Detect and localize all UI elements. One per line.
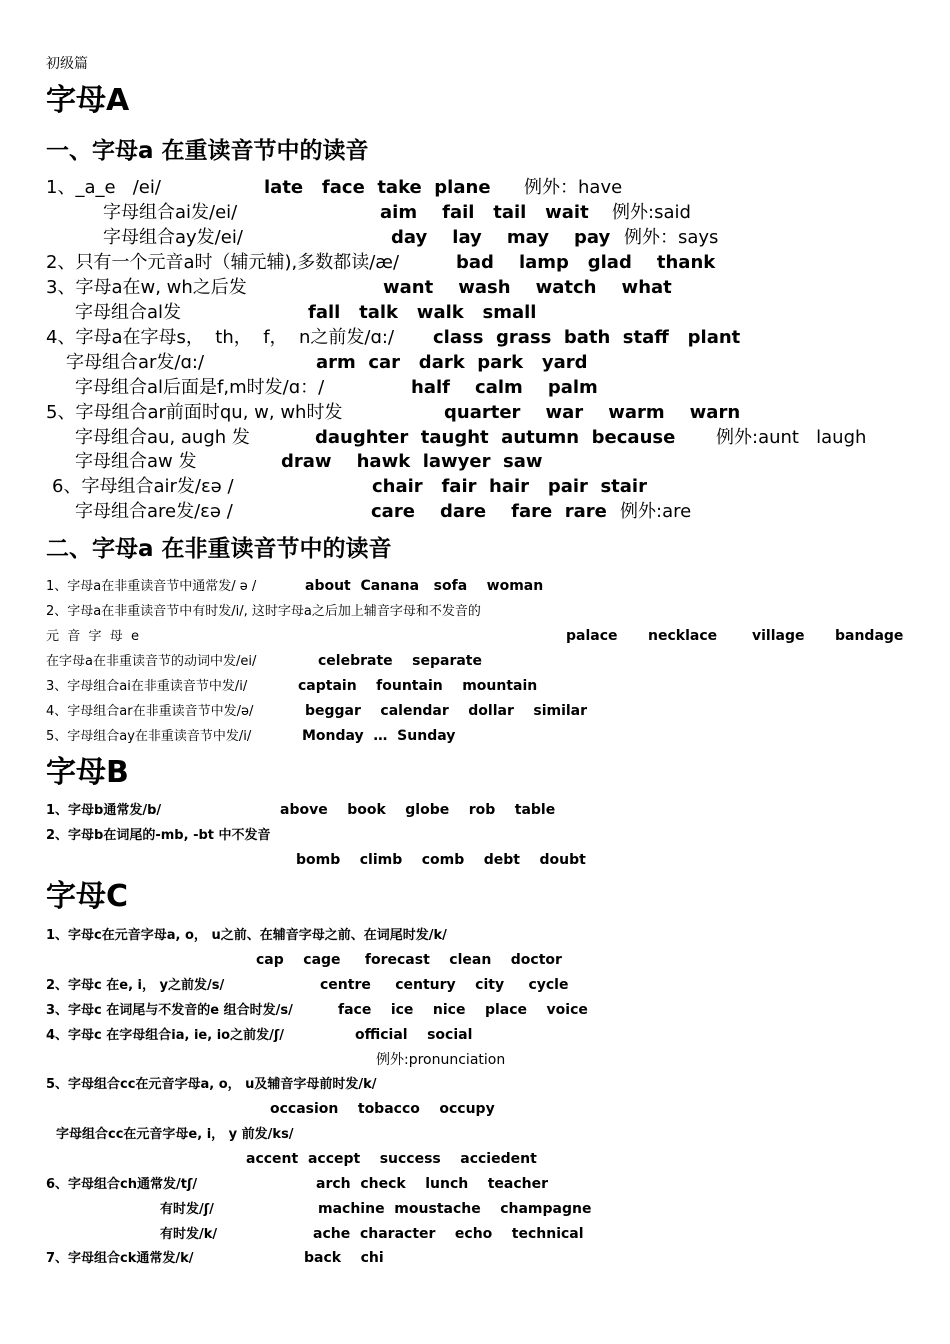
rule-label: 字母组合al发	[75, 302, 182, 323]
example-words: arm car dark park yard	[316, 352, 588, 373]
rule-label: 有时发/ʃ/	[160, 1202, 214, 1217]
example-words: official social	[355, 1027, 473, 1043]
rule-label: 字母组合are发/εə /	[75, 501, 233, 522]
exception-note: 例外：have	[524, 177, 623, 198]
rule-label: 3、字母c 在词尾与不发音的e 组合时发/s/	[46, 1003, 293, 1018]
rule-label: 字母组合cc在元音字母e, i， y 前发/ks/	[56, 1127, 294, 1142]
rule-label: 在字母a在非重读音节的动词中发/ei/	[46, 654, 257, 669]
example-words: chair fair hair pair stair	[372, 476, 647, 497]
title-letter-a: 字母A	[46, 83, 130, 118]
title-letter-b: 字母B	[46, 755, 129, 790]
rule-label: 3、字母a在w, wh之后发	[46, 277, 247, 298]
example-words: bad lamp glad thank	[456, 252, 716, 273]
rule-label: 2、字母c 在e, i， y之前发/s/	[46, 978, 225, 993]
example-word: palace	[566, 628, 618, 644]
example-words: fall talk walk small	[308, 302, 537, 323]
example-words: arch check lunch teacher	[316, 1176, 549, 1192]
heading-stressed: 一、字母a 在重读音节中的读音	[46, 138, 369, 164]
rule-label: 元 音 字 母 e	[46, 629, 140, 644]
rule-label: 2、字母a在非重读音节中有时发/i/, 这时字母a之后加上辅音字母和不发音的	[46, 604, 481, 619]
example-words: above book globe rob table	[280, 802, 556, 818]
rule-label: 字母组合al后面是f,m时发/ɑ：/	[75, 377, 325, 398]
rule-label: 7、字母组合ck通常发/k/	[46, 1251, 194, 1266]
example-words: beggar calendar dollar similar	[305, 703, 588, 719]
rule-label: 6、字母组合air发/εə /	[52, 476, 234, 497]
example-words: captain fountain mountain	[298, 678, 538, 694]
rule-label: 5、字母组合cc在元音字母a, o， u及辅音字母前时发/k/	[46, 1077, 377, 1092]
example-word: bandage	[835, 628, 904, 644]
example-words: machine moustache champagne	[318, 1201, 592, 1217]
example-words: daughter taught autumn because	[315, 427, 676, 448]
rule-label: 3、字母组合ai在非重读音节中发/i/	[46, 679, 248, 694]
example-words: back chi	[304, 1250, 384, 1266]
rule-label: 2、只有一个元音a时（辅元辅),多数都读/æ/	[46, 252, 400, 273]
example-words: late face take plane	[264, 177, 491, 198]
example-words: ache character echo technical	[313, 1226, 584, 1242]
example-words: celebrate separate	[318, 653, 482, 669]
rule-label: 字母组合aw 发	[75, 451, 197, 472]
rule-label: 1、字母c在元音字母a, o， u之前、在辅音字母之前、在词尾时发/k/	[46, 928, 447, 943]
rule-label: 字母组合ar发/ɑ:/	[66, 352, 205, 373]
section-label: 初级篇	[46, 56, 88, 72]
example-words: day lay may pay	[391, 227, 611, 248]
example-word: village	[752, 628, 805, 644]
exception-note: 例外:are	[620, 501, 692, 522]
rule-label: 6、字母组合ch通常发/tʃ/	[46, 1177, 198, 1192]
rule-label: 2、字母b在词尾的-mb, -bt 中不发音	[46, 828, 271, 843]
rule-label: 1、字母b通常发/b/	[46, 803, 162, 818]
heading-unstressed: 二、字母a 在非重读音节中的读音	[46, 536, 392, 562]
example-words: class grass bath staff plant	[433, 327, 741, 348]
example-words: about Canana sofa woman	[305, 578, 544, 594]
rule-label: 4、字母组合ar在非重读音节中发/ə/	[46, 704, 254, 719]
exception-note: 例外：says	[624, 227, 719, 248]
example-words: face ice nice place voice	[338, 1002, 588, 1018]
example-words: cap cage forecast clean doctor	[256, 952, 562, 968]
rule-label: 4、字母c 在字母组合ia, ie, io之前发/ʃ/	[46, 1028, 284, 1043]
rule-label: 字母组合au, augh 发	[75, 427, 250, 448]
example-words: quarter war warm warn	[444, 402, 741, 423]
example-words: want wash watch what	[383, 277, 672, 298]
rule-label: 4、字母a在字母s， th， f， n之前发/ɑ:/	[46, 327, 395, 348]
exception-note: 例外:pronunciation	[376, 1052, 506, 1068]
rule-label: 5、字母组合ay在非重读音节中发/i/	[46, 729, 252, 744]
title-letter-c: 字母C	[46, 879, 129, 914]
example-words: centre century city cycle	[320, 977, 569, 993]
exception-note: 例外:said	[612, 202, 691, 223]
example-words: care dare fare rare	[371, 501, 607, 522]
example-word: necklace	[648, 628, 718, 644]
rule-label: 5、字母组合ar前面时qu, w, wh时发	[46, 402, 343, 423]
rule-label: 字母组合ay发/ei/	[103, 227, 243, 248]
example-words: accent accept success acciedent	[246, 1151, 537, 1167]
example-words: half calm palm	[411, 377, 598, 398]
example-words: aim fail tail wait	[380, 202, 589, 223]
example-words: draw hawk lawyer saw	[281, 451, 543, 472]
rule-label: 字母组合ai发/ei/	[103, 202, 238, 223]
rule-label: 有时发/k/	[160, 1227, 218, 1242]
rule-label: 1、字母a在非重读音节中通常发/ ə /	[46, 579, 257, 594]
example-words: Monday … Sunday	[302, 728, 456, 744]
example-words: bomb climb comb debt doubt	[296, 852, 586, 868]
example-words: occasion tobacco occupy	[270, 1101, 495, 1117]
rule-label: 1、_a_e /ei/	[46, 177, 161, 198]
exception-note: 例外:aunt laugh	[716, 427, 867, 448]
